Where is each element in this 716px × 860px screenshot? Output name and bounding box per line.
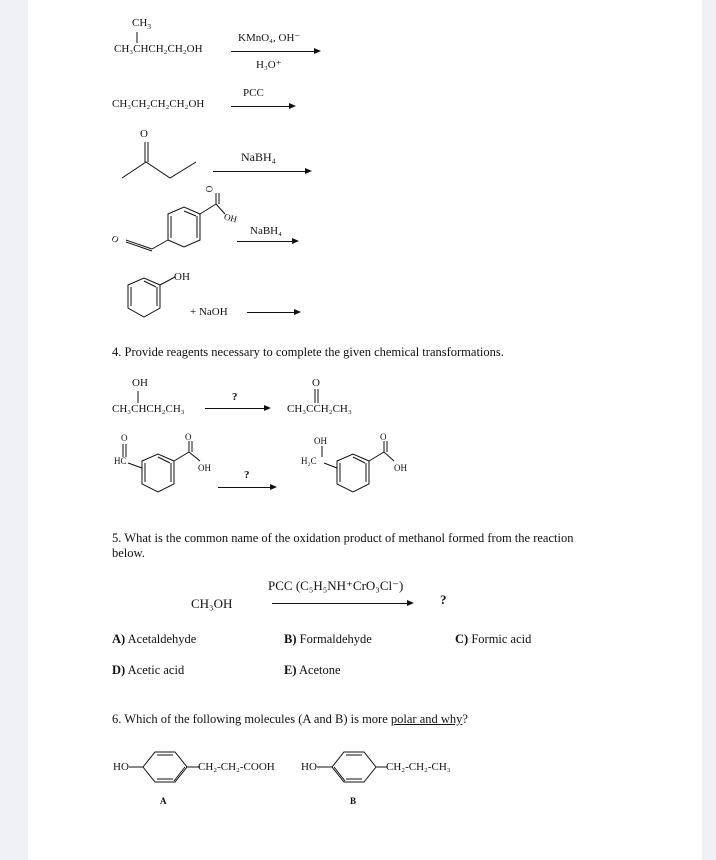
r1-reagent-bottom: H₃O⁺ (256, 59, 282, 71)
q6-mol-a-label[interactable]: A (160, 796, 167, 806)
q6-mol-b-label[interactable]: B (350, 796, 357, 806)
q4-t2-oxygen-3: O (380, 432, 387, 442)
q6-mol-a-left: HO (113, 761, 129, 773)
q4-t2-hc: HC (114, 456, 127, 466)
q5-option-b[interactable]: B) Formaldehyde (284, 632, 372, 646)
q6-mol-a-right: CH₂-CH₂-COOH (198, 761, 275, 773)
q4-t1-oh: OH (132, 377, 148, 389)
r5-arrow (247, 312, 299, 313)
q5-arrow (272, 603, 412, 604)
q6-mol-b-left: HO (301, 761, 317, 773)
question-5-text-line1: 5. What is the common name of the oxidation product of methanol formed from the reaction (112, 531, 574, 545)
q6-mol-b-right: CH₂-CH₂-CH₃ (386, 761, 451, 773)
q4-t2-unknown-reagent: ? (244, 469, 250, 481)
r4-oxygen-1: O (204, 185, 215, 193)
r1-reactant: CH₃CHCH₂CH₂OH (114, 43, 203, 55)
r2-reactant: CH₃CH₂CH₂CH₂OH (112, 98, 205, 110)
q4-t2-hydroxyl-2: OH (394, 463, 407, 473)
q5-option-c[interactable]: C) Formic acid (455, 632, 532, 646)
r3-reagent-top: NaBH₄ (241, 150, 276, 164)
r2-arrow (231, 106, 294, 107)
r4-arrow (237, 241, 297, 242)
r4-reagent-top: NaBH₄ (250, 225, 282, 237)
r3-oxygen: O (140, 128, 148, 140)
question-6-text: 6. Which of the following molecules (A and B) is more polar and why? (112, 712, 468, 726)
q4-t2-oxygen-1: O (121, 433, 128, 443)
q4-t1-carbonyl-oxygen: O (312, 377, 320, 389)
q5-option-d[interactable]: D) Acetic acid (112, 663, 185, 677)
document-page (28, 0, 702, 860)
q5-option-a[interactable]: A) Acetaldehyde (112, 632, 197, 646)
q4-t1-product: CH₃CCH₂CH₃ (287, 403, 352, 415)
r4-hydroxyl: OH (222, 211, 239, 225)
question-4-text: 4. Provide reagents necessary to complete the given chemical transformations. (112, 345, 504, 359)
r5-reagent: + NaOH (190, 306, 228, 318)
q4-t1-arrow (205, 408, 269, 409)
q4-t1-unknown-reagent: ? (232, 391, 238, 403)
r2-reagent-top: PCC (243, 87, 264, 99)
q4-t2-oxygen-2: O (185, 432, 192, 442)
q4-t2-product-hydroxyl-top: OH (314, 436, 327, 446)
q4-t2-hydroxyl-1: OH (198, 463, 211, 473)
q5-reactant: CH₃OH (191, 596, 233, 611)
r3-arrow (213, 171, 310, 172)
q4-t2-arrow (218, 487, 275, 488)
r1-reagent-top: KMnO₄, OH⁻ (238, 32, 301, 44)
q4-t2-h2c: H₂C (301, 456, 317, 466)
q5-reagent: PCC (C₅H₅NH⁺CrO₃Cl⁻) (268, 578, 404, 593)
q5-unknown-product: ? (440, 592, 447, 607)
question-5-text-line2: below. (112, 546, 145, 560)
q5-option-e[interactable]: E) Acetone (284, 663, 341, 677)
r5-hydroxyl: OH (174, 271, 190, 283)
q4-t1-reactant: CH₃CHCH₂CH₃ (112, 403, 185, 415)
q6-mol-b-ring (28, 0, 29, 1)
r1-methyl-substituent: $CH_3$ (132, 17, 152, 32)
r4-oxygen-2: O (109, 233, 121, 245)
r1-arrow (231, 51, 319, 52)
